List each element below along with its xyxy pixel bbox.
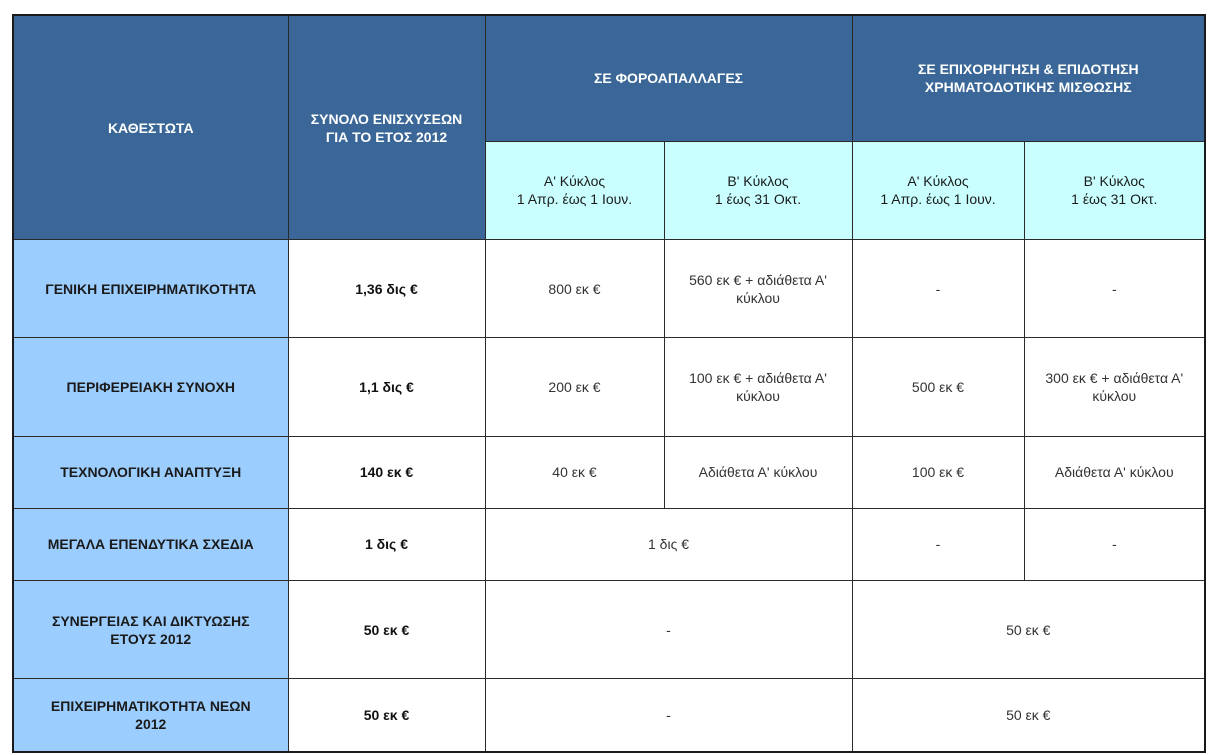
subheader-grant-cycle-b — [1024, 141, 1205, 239]
grant-cycle-a-value: - — [852, 508, 1024, 580]
grant-cycle-b-value: Αδιάθετα Α' κύκλου — [1024, 436, 1205, 508]
tax-cycle-a-value: 800 εκ € — [485, 240, 664, 338]
table-row — [13, 508, 1205, 580]
grant-cycle-b-value: - — [1024, 240, 1205, 338]
subheader-grant-cycle-a — [852, 141, 1024, 239]
grant-cycle-a-value: 100 εκ € — [852, 436, 1024, 508]
cycle-a-dates: 1 Απρ. έως 1 Ιουν. — [516, 191, 633, 208]
tax-cycle-b-value: Αδιάθετα Α' κύκλου — [664, 436, 852, 508]
row-label: ΠΕΡΙΦΕΡΕΙΑΚΗ ΣΥΝΟΧΗ — [13, 338, 288, 436]
header-grants: ΣΕ ΕΠΙΧΟΡΗΓΗΣΗ & ΕΠΙΔΟΤΗΣΗ ΧΡΗΜΑΤΟΔΟΤΙΚΗΣ ΜΙΣΘΩΣΗΣ — [852, 15, 1205, 141]
row-label: ΣΥΝΕΡΓΕΙΑΣ ΚΑΙ ΔΙΚΤΥΩΣΗΣ ΕΤΟΥΣ 2012 — [13, 581, 288, 679]
cycle-b-label: Β' Κύκλος — [1083, 173, 1145, 190]
grant-merged-value: 50 εκ € — [852, 581, 1205, 679]
header-total: ΣΥΝΟΛΟ ΕΝΙΣΧΥΣΕΩΝ ΓΙΑ ΤΟ ΕΤΟΣ 2012 — [288, 15, 485, 240]
grant-merged-value: 50 εκ € — [852, 679, 1205, 752]
row-label: ΜΕΓΑΛΑ ΕΠΕΝΔΥΤΙΚΑ ΣΧΕΔΙΑ — [13, 508, 288, 580]
grant-cycle-a-value: 500 εκ € — [852, 338, 1024, 436]
row-label: ΕΠΙΧΕΙΡΗΜΑΤΙΚΟΤΗΤΑ ΝΕΩΝ 2012 — [13, 679, 288, 752]
row-label: ΤΕΧΝΟΛΟΓΙΚΗ ΑΝΑΠΤΥΞΗ — [13, 436, 288, 508]
row-total: 50 εκ € — [288, 679, 485, 752]
table-row — [13, 581, 1205, 679]
row-total: 50 εκ € — [288, 581, 485, 679]
tax-cycle-b-value: 100 εκ € + αδιάθετα Α' κύκλου — [664, 338, 852, 436]
table-row — [13, 436, 1205, 508]
tax-cycle-a-value: 40 εκ € — [485, 436, 664, 508]
table-row — [13, 240, 1205, 338]
row-label: ΓΕΝΙΚΗ ΕΠΙΧΕΙΡΗΜΑΤΙΚΟΤΗΤΑ — [13, 240, 288, 338]
tax-cycle-a-value: 200 εκ € — [485, 338, 664, 436]
grant-cycle-b-value: 300 εκ € + αδιάθετα Α' κύκλου — [1024, 338, 1205, 436]
row-total: 1,36 δις € — [288, 240, 485, 338]
tax-merged-value: 1 δις € — [485, 508, 852, 580]
header-tax-exemptions: ΣΕ ΦΟΡΟΑΠΑΛΛΑΓΕΣ — [485, 15, 852, 141]
cycle-b-label: Β' Κύκλος — [727, 173, 789, 190]
tax-merged-value: - — [485, 581, 852, 679]
cycle-a-label: Α' Κύκλος — [543, 173, 606, 190]
subheader-tax-cycle-b — [664, 141, 852, 239]
row-total: 140 εκ € — [288, 436, 485, 508]
cycle-b-dates: 1 έως 31 Οκτ. — [1071, 191, 1158, 208]
header-regimes: ΚΑΘΕΣΤΩΤΑ — [13, 15, 288, 240]
subheader-tax-cycle-a — [485, 141, 664, 239]
grant-cycle-a-value: - — [852, 240, 1024, 338]
row-total: 1 δις € — [288, 508, 485, 580]
header-row-top — [13, 15, 1205, 141]
table-row — [13, 679, 1205, 752]
table-row — [13, 338, 1205, 436]
tax-merged-value: - — [485, 679, 852, 752]
cycle-a-label: Α' Κύκλος — [907, 173, 969, 190]
cycle-a-dates: 1 Απρ. έως 1 Ιουν. — [880, 191, 996, 208]
tax-cycle-b-value: 560 εκ € + αδιάθετα Α' κύκλου — [664, 240, 852, 338]
incentives-table — [12, 14, 1206, 753]
row-total: 1,1 δις € — [288, 338, 485, 436]
cycle-b-dates: 1 έως 31 Οκτ. — [714, 191, 802, 208]
grant-cycle-b-value: - — [1024, 508, 1205, 580]
